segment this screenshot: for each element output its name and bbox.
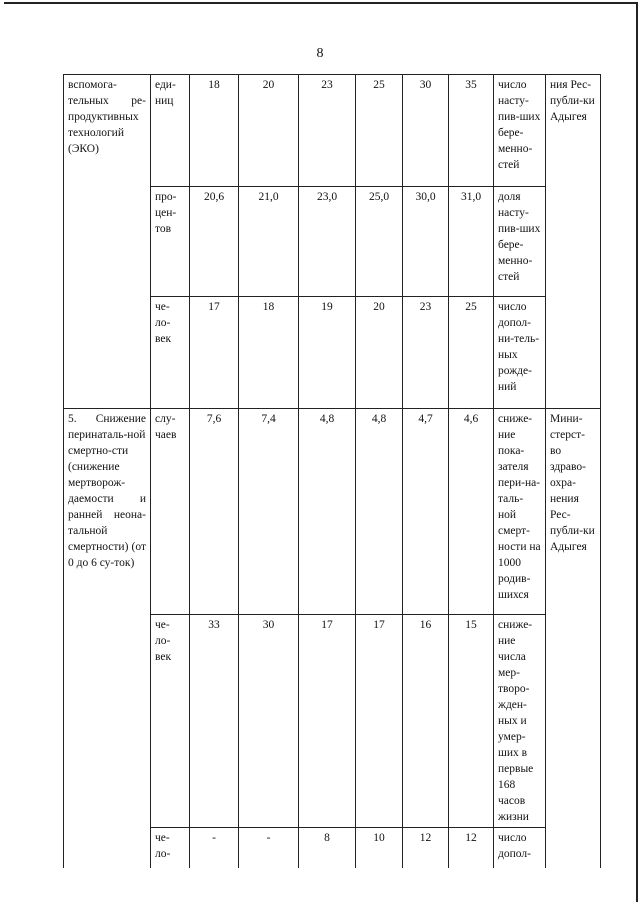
unit-cell: слу-чаев [151,409,190,615]
executor-cell: Мини-стерст-во здраво-охра-нения Рес-публи-ки Адыгея [546,409,601,868]
table-row [64,409,601,615]
result-cell: сниже-ние числа мер-творо-жден-ных и умер-ших в первые 168 часов жизни [494,615,546,828]
value-cell: 17 [356,615,403,828]
value-cell: 25 [449,297,494,409]
measure-name-cell: 5. Снижение перинаталь-ной смертно-сти (снижение мертворож-даемости и ранней неона-тальной смертности) (от 0 до 6 су-ток) [64,409,151,868]
unit-cell: че-ло- [151,828,190,868]
value-cell: 23 [403,297,449,409]
value-cell: 17 [190,297,239,409]
value-cell: 15 [449,615,494,828]
value-cell: 18 [190,75,239,187]
value-cell: 30 [403,75,449,187]
value-cell: 21,0 [239,187,299,297]
value-cell: 35 [449,75,494,187]
value-cell: 33 [190,615,239,828]
value-cell: - [239,828,299,868]
value-cell: 23 [299,75,356,187]
result-cell: доля насту-пив-ших бере-менно-стей [494,187,546,297]
result-cell: число насту-пив-ших бере-менно-стей [494,75,546,187]
value-cell: 20 [356,297,403,409]
value-cell: - [190,828,239,868]
value-cell: 7,4 [239,409,299,615]
value-cell: 4,8 [299,409,356,615]
value-cell: 30,0 [403,187,449,297]
value-cell: 8 [299,828,356,868]
unit-cell: еди-ниц [151,75,190,187]
value-cell: 4,6 [449,409,494,615]
unit-cell: че-ло-век [151,615,190,828]
value-cell: 25 [356,75,403,187]
value-cell: 12 [403,828,449,868]
page-number: 8 [316,46,324,61]
value-cell: 31,0 [449,187,494,297]
value-cell: 20 [239,75,299,187]
value-cell: 18 [239,297,299,409]
value-cell: 10 [356,828,403,868]
result-cell: число допол-ни-тель-ных рожде-ний [494,297,546,409]
measure-name-cell: вспомога-тельных ре-продуктивных технологий (ЭКО) [64,75,151,409]
indicators-table [63,74,601,868]
value-cell: 17 [299,615,356,828]
value-cell: 30 [239,615,299,828]
value-cell: 23,0 [299,187,356,297]
unit-cell: че-ло-век [151,297,190,409]
value-cell: 20,6 [190,187,239,297]
table-row [64,75,601,187]
result-cell: сниже-ние пока-зателя пери-на-таль-ной смерт-ности на 1000 родив-шихся [494,409,546,615]
value-cell: 19 [299,297,356,409]
value-cell: 4,7 [403,409,449,615]
executor-cell-empty [546,187,601,297]
executor-cell: ния Рес-публи-ки Адыгея [546,75,601,187]
page-frame-top [4,2,638,4]
value-cell: 25,0 [356,187,403,297]
value-cell: 16 [403,615,449,828]
value-cell: 12 [449,828,494,868]
executor-cell-empty [546,297,601,409]
page-frame-right [636,2,638,902]
result-cell: число допол- [494,828,546,868]
unit-cell: про-цен-тов [151,187,190,297]
value-cell: 7,6 [190,409,239,615]
value-cell: 4,8 [356,409,403,615]
